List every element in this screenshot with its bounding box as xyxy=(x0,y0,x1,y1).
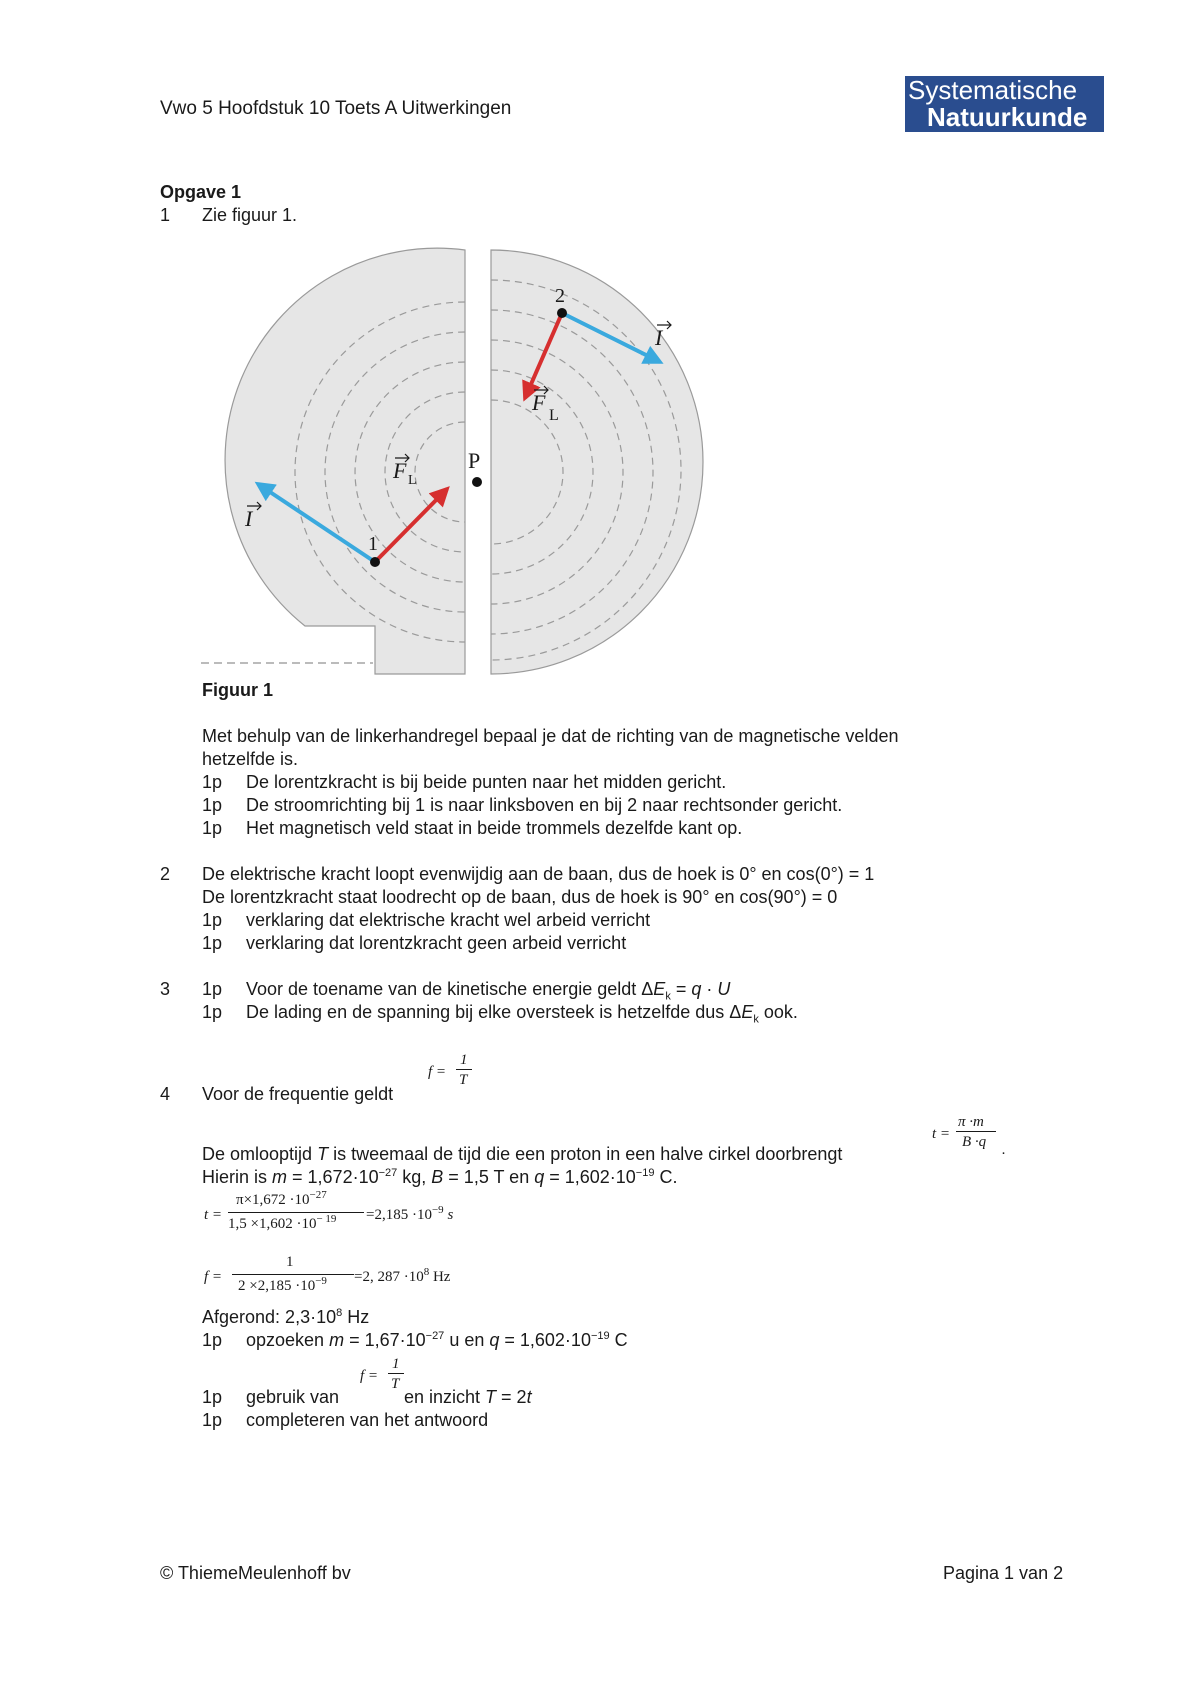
formula-frequency-small: f = 1 T xyxy=(360,1356,410,1396)
q3-point-2-text: De lading en de spanning bij elke oversteek is hetzelfde dus $\Delta E_k$ ook. xyxy=(246,1002,798,1026)
label-p: P xyxy=(468,448,481,473)
q4-point-3-score: 1p xyxy=(202,1410,223,1430)
publisher-logo xyxy=(905,76,1104,132)
opgave-title: Opgave 1 xyxy=(160,182,242,202)
label-current-1: I xyxy=(245,506,253,531)
logo-line1: Systematische xyxy=(908,75,1078,105)
q4-point-1-score: 1p xyxy=(202,1330,223,1350)
q2-point-1-score: 1p xyxy=(202,910,223,930)
formula-half-orbit-time: t = π ·m B ·q . xyxy=(932,1114,1006,1158)
label-force-2-sub: L xyxy=(549,407,559,424)
q2-point-2-score: 1p xyxy=(202,933,223,953)
a1-point-2-text: De stroomrichting bij 1 is naar linksboven en bij 2 naar rechtsonder gericht. xyxy=(246,795,843,815)
cyclotron-figure xyxy=(195,240,715,680)
q4-point-3-text: completeren van het antwoord xyxy=(246,1410,489,1430)
a1-point-3-score: 1p xyxy=(202,818,223,838)
a1-point-1-text: De lorentzkracht is bij beide punten naar het midden gericht. xyxy=(246,772,727,792)
left-dee xyxy=(225,248,465,674)
q3-point-2-score: 1p xyxy=(202,1002,223,1022)
footer-page-number: Pagina 1 van 2 xyxy=(943,1563,1064,1583)
q4-rounded: Afgerond: $2,3\cdot 10^8$ Hz xyxy=(202,1307,370,1327)
q2-point-1-text: verklaring dat elektrische kracht wel arbeid verricht xyxy=(246,910,651,930)
logo-line2: Natuurkunde xyxy=(927,102,1088,132)
q4-frequency-text: Voor de frequentie geldt xyxy=(202,1084,394,1104)
a1-point-2-score: 1p xyxy=(202,795,223,815)
formula-calc-time: t = $\pi\times 1,672 \cdot 10^{-27}$ $1,5 \times 1,602 \cdot 10^{- 19}$ $=2,185 \cdot 10^{-9}$ s xyxy=(204,1189,454,1232)
a1-intro-line1: Met behulp van de linkerhandregel bepaal je dat de richting van de magnetische velden xyxy=(202,726,899,746)
q1-text: Zie figuur 1. xyxy=(202,205,298,225)
q4-point-1-text: opzoeken $m = 1,67\cdot 10^{-27}$ u en $q = 1,602\cdot 10^{-19}$ C xyxy=(246,1330,628,1350)
q4-number: 4 xyxy=(160,1084,171,1104)
label-force-2: F xyxy=(532,390,546,415)
figure-caption: Figuur 1 xyxy=(202,680,273,700)
q2-number: 2 xyxy=(160,864,171,884)
q1-number: 1 xyxy=(160,205,171,225)
q4-point-2-label: gebruik van xyxy=(246,1387,340,1407)
q4-given-values: Hierin is $m = 1,672\cdot 10^{-27}$ kg, B = 1,5 T en $q = 1,602\cdot 10^{-19}$ C. xyxy=(202,1167,678,1187)
a1-point-1-score: 1p xyxy=(202,772,223,792)
label-force-1-sub: L xyxy=(408,473,417,488)
q4-point-2-score: 1p xyxy=(202,1387,223,1407)
q2-line1: De elektrische kracht loopt evenwijdig aan de baan, dus de hoek is 0° en cos(0°) = 1 xyxy=(202,864,875,884)
point-1-dot xyxy=(370,557,380,567)
label-point-1: 1 xyxy=(368,533,378,555)
q3-point-1-text: Voor de toename van de kinetische energie geldt $\Delta E_k = q \cdot U$ xyxy=(246,979,731,1003)
label-current-2: I xyxy=(655,325,663,350)
label-point-2: 2 xyxy=(555,285,565,307)
q4-orbit-text: De omlooptijd T is tweemaal de tijd die een proton in een halve cirkel doorbrengt xyxy=(202,1144,843,1164)
q2-point-2-text: verklaring dat lorentzkracht geen arbeid verricht xyxy=(246,933,627,953)
a1-intro-line2: hetzelfde is. xyxy=(202,749,299,769)
q3-number: 3 xyxy=(160,979,171,999)
formula-frequency: f = 1 T xyxy=(428,1052,498,1092)
label-force-1: F xyxy=(393,458,407,483)
formula-calc-frequency: f = 1 $2 \times 2,185 \cdot 10^{-9}$ =2, $287 \cdot 10^8$ Hz xyxy=(204,1254,451,1294)
footer-copyright: © ThiemeMeulenhoff bv xyxy=(160,1563,351,1583)
a1-point-3-text: Het magnetisch veld staat in beide trommels dezelfde kant op. xyxy=(246,818,743,838)
q3-point-1-score: 1p xyxy=(202,979,223,999)
point-2-dot xyxy=(557,308,567,318)
right-dee xyxy=(491,250,703,674)
q4-point-2-text: en inzicht T = 2t xyxy=(404,1387,532,1407)
q2-line2: De lorentzkracht staat loodrecht op de baan, dus de hoek is 90° en cos(90°) = 0 xyxy=(202,887,838,907)
header-title: Vwo 5 Hoofdstuk 10 Toets A Uitwerkingen xyxy=(160,98,512,119)
point-p-dot xyxy=(472,477,482,487)
